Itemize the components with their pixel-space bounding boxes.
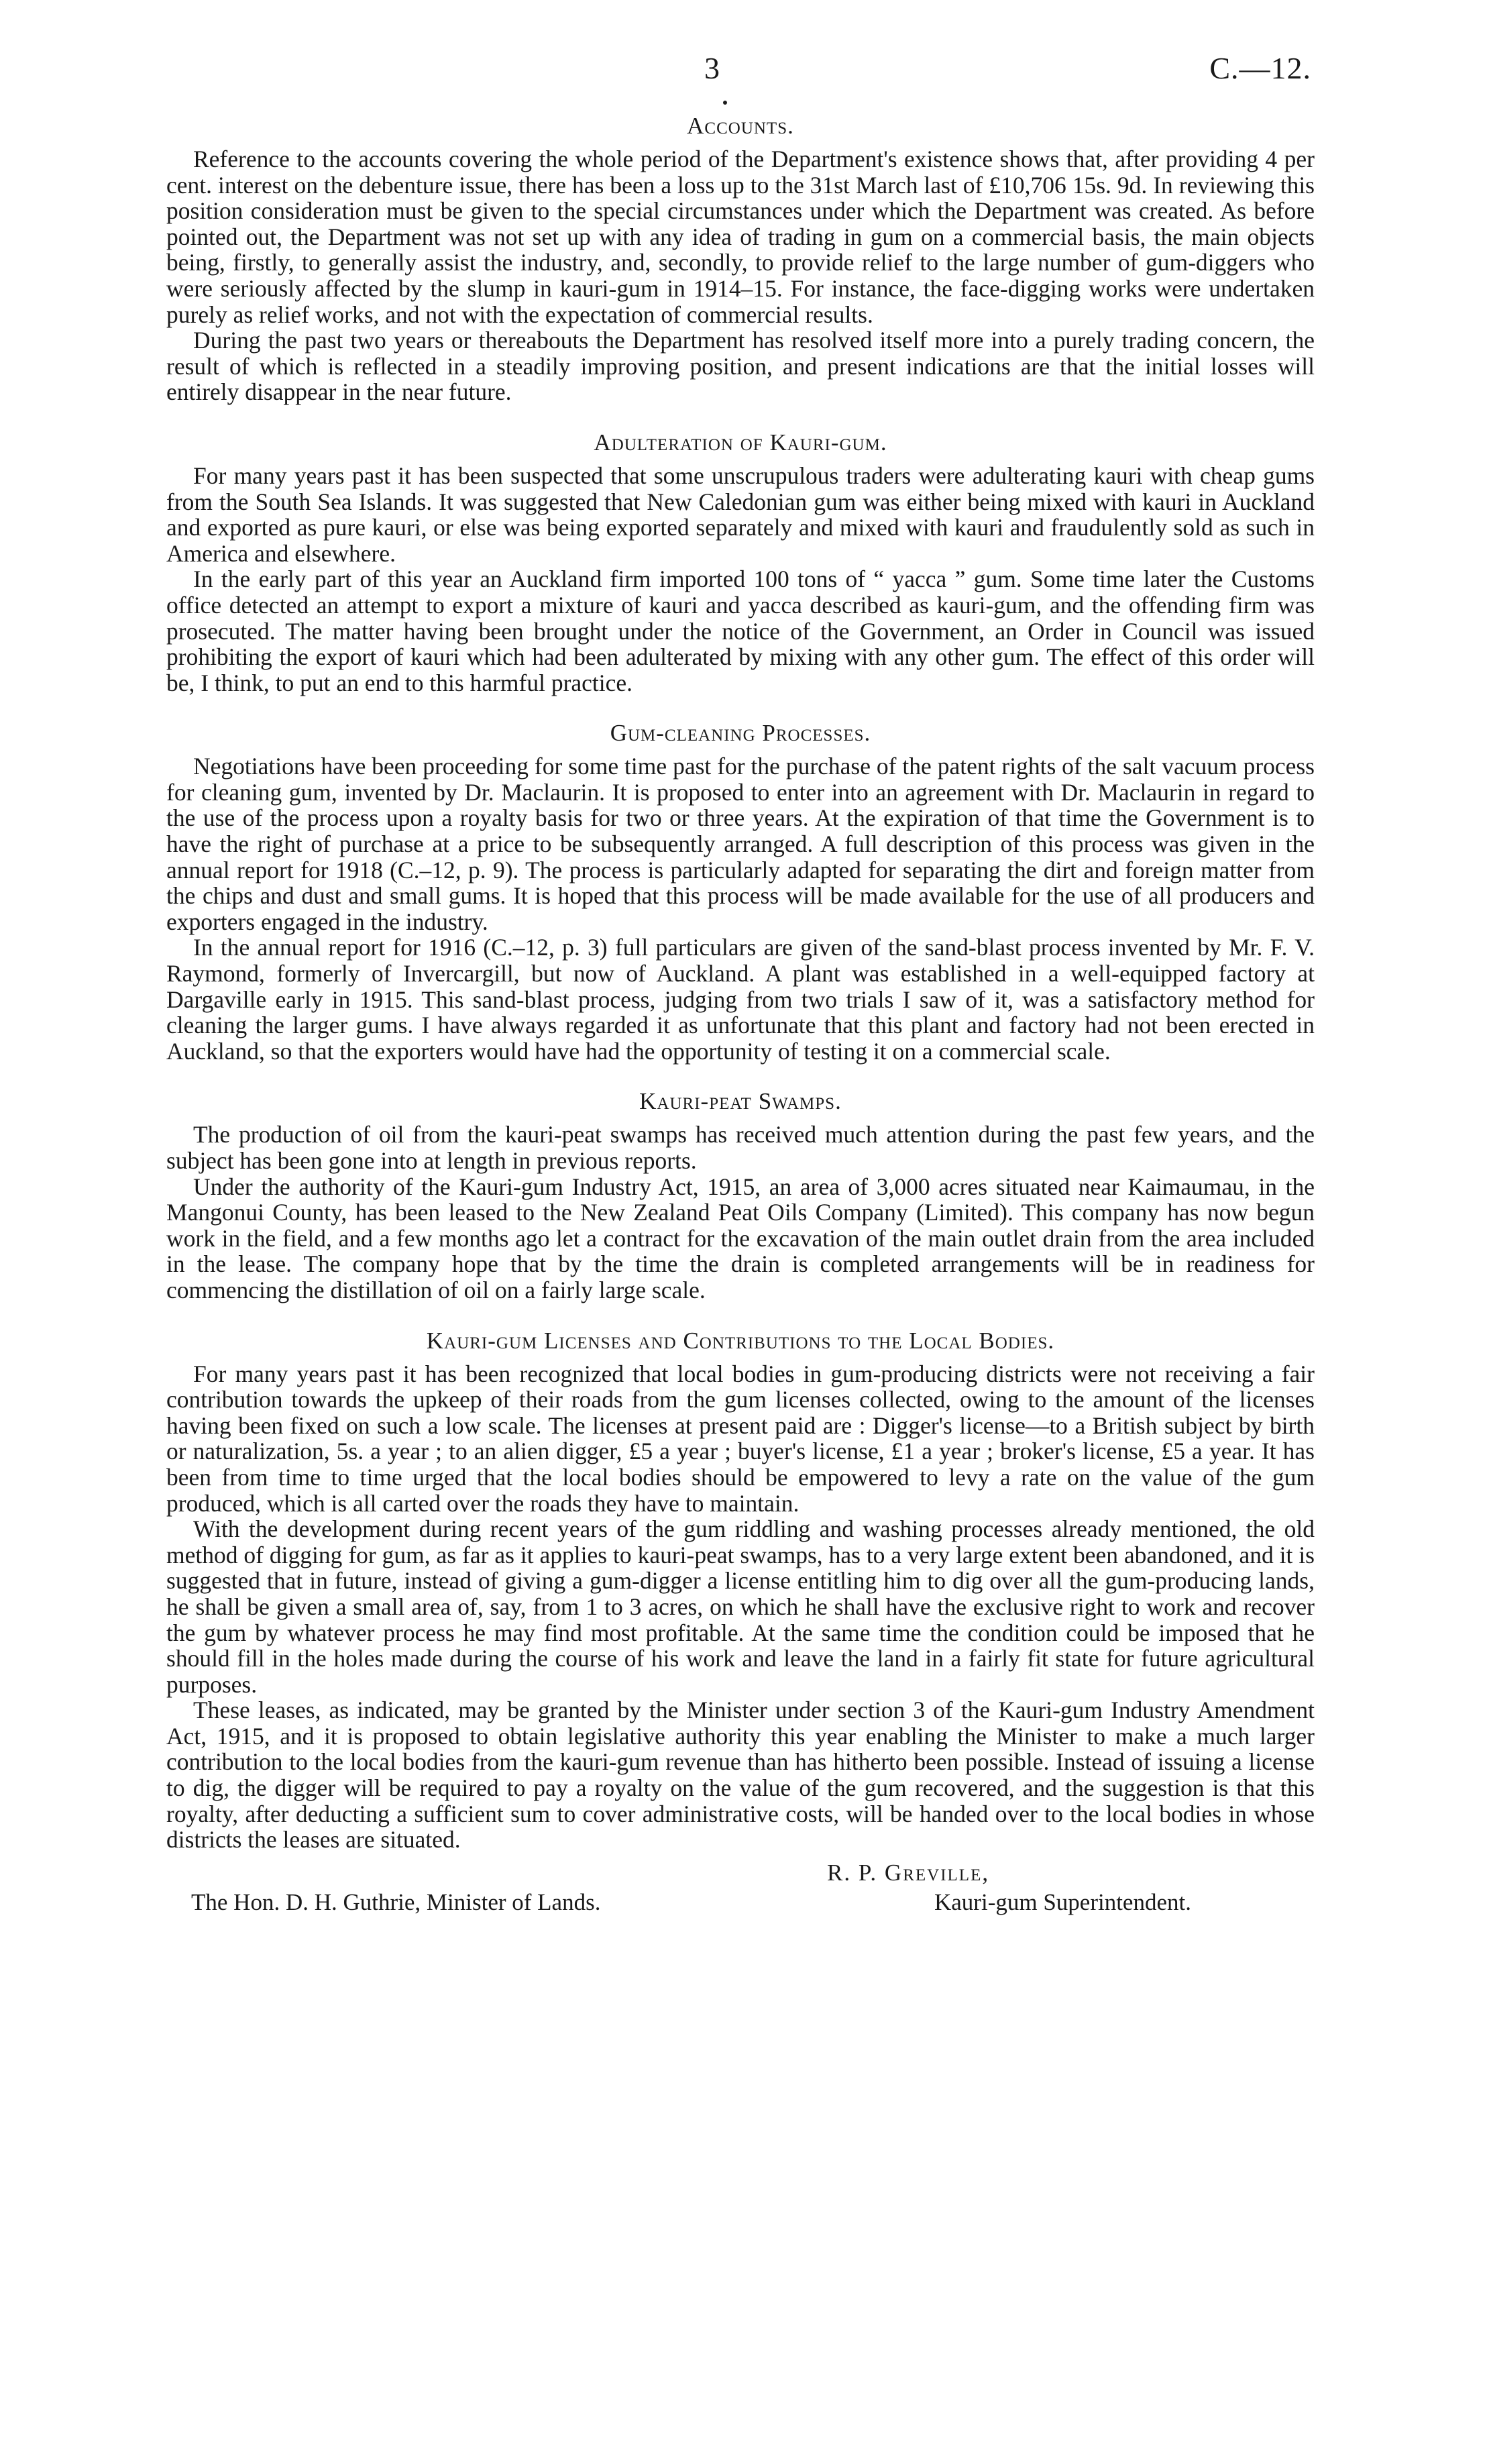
paragraph: For many years past it has been recognized that local bodies in gum-producing districts were not receiving a fair contribution towards the upkeep of their roads from the gum licenses collected, owing to the amount of the licenses having been fixed on such a low scale. The licenses at present paid are : Digger's license—to a British subject by birth or naturalization, 5s. a year ; to an alien digger, £5 a year ; buyer's license, £1 a year ; broker's license, £5 a year. It has been from time to time urged that the local bodies should be empowered to levy a rate on the value of the gum produced, which is all carted over the roads they have to maintain. (166, 1360, 1315, 1517)
section-gum-cleaning (166, 720, 1315, 1064)
addressee: The Hon. D. H. Guthrie, Minister of Lands. (191, 1888, 601, 1915)
section-heading: Kauri-peat Swamps. (639, 1088, 842, 1115)
document-body (166, 113, 1315, 1920)
section-heading: Gum-cleaning Processes. (610, 720, 871, 747)
paragraph: For many years past it has been suspected that some unscrupulous traders were adulterating kauri with cheap gums from the South Sea Islands. It was suggested that New Caledonian gum was either being mixed with kauri in Auckland and exported as pure kauri, or else was being exported separately and mixed with kauri and fraudulently sold as such in America and elsewhere. (166, 462, 1315, 567)
page-number: 3 (704, 51, 720, 85)
paragraph: These leases, as indicated, may be granted by the Minister under section 3 of the Kauri-gum Industry Amendment Act, 1915, and it is proposed to obtain legislative authority this year enabling the Minister to make a much larger contribution to the local bodies from the kauri-gum revenue than has hitherto been possible. Instead of issuing a license to dig, the digger will be required to pay a royalty on the value of the gum recovered, and the suggestion is that this royalty, after deducting a sufficient sum to cover administrative costs, will be handed over to the local bodies in whose districts the leases are situated. (166, 1697, 1315, 1854)
paragraph: In the annual report for 1916 (C.–12, p. 3) full particulars are given of the sand-blast process invented by Mr. F. V. Raymond, formerly of Invercargill, but now of Auckland. A plant was established in a well-equipped factory at Dargaville early in 1915. This sand-blast process, judging from two trials I saw of it, was a satisfactory method for cleaning the larger gums. I have always regarded it as unfortunate that this plant and factory had not been erected in Auckland, so that the exporters would have had the opportunity of testing it on a commercial scale. (166, 934, 1315, 1065)
section-adulteration (166, 429, 1315, 696)
section-heading: Adulteration of Kauri-gum. (594, 429, 887, 456)
paragraph: Negotiations have been proceeding for some time past for the purchase of the patent rights of the salt vacuum process for cleaning gum, invented by Dr. Maclaurin. It is proposed to enter into an agreement with Dr. Maclaurin in regard to the use of the process upon a royalty basis for two or three years. At the expiration of that time the Government is to have the right of purchase at a price to be subsequently arranged. A full description of this process was given in the annual report for 1918 (C.–12, p. 9). The process is particularly adapted for separating the dirt and foreign matter from the chips and dust and small gums. It is hoped that this process will be made available for the use of all producers and exporters engaged in the industry. (166, 753, 1315, 935)
paragraph: Reference to the accounts covering the whole period of the Department's existence shows that, after providing 4 per cent. interest on the debenture issue, there has been a loss up to the 31st March last of £10,706 15s. 9d. In reviewing this position consideration must be given to the special circumstances under which the Department was created. As before pointed out, the Department was not set up with any idea of trading in gum on a commercial basis, the main objects being, firstly, to generally assist the industry, and, secondly, to provide relief to the large number of gum-diggers who were seriously affected by the slump in kauri-gum in 1914–15. For instance, the face-digging works were undertaken purely as relief works, and not with the expectation of commercial results. (166, 146, 1315, 328)
section-licenses (166, 1328, 1315, 1853)
signatory-name: R. P. Greville, (827, 1859, 990, 1886)
page-header (0, 48, 1489, 89)
section-heading: Kauri-gum Licenses and Contributions to the Local Bodies. (426, 1327, 1055, 1354)
paragraph: Under the authority of the Kauri-gum Industry Act, 1915, an area of 3,000 acres situated near Kaimaumau, in the Mangonui County, has been leased to the New Zealand Peat Oils Company (Limited). This company has now begun work in the field, and a few months ago let a contract for the excavation of the main outlet drain from the area included in the lease. The company hope that by the time the drain is completed arrangements will be in readiness for commencing the distillation of oil on a fairly large scale. (166, 1173, 1315, 1303)
paragraph: In the early part of this year an Auckland firm imported 100 tons of “ yacca ” gum. Some time later the Customs office detected an attempt to export a mixture of kauri and yacca described as kauri-gum, and the offending firm was prosecuted. The matter having been brought under the notice of the Government, an Order in Council was issued prohibiting the export of kauri which had been adulterated by mixing with any other gum. The effect of this order will be, I think, to put an end to this harmful practice. (166, 566, 1315, 696)
header-dot (723, 101, 727, 105)
paragraph: The production of oil from the kauri-peat swamps has received much attention during the past few years, and the subject has been gone into at length in previous reports. (166, 1121, 1315, 1174)
paragraph: With the development during recent years of the gum riddling and washing processes already mentioned, the old method of digging for gum, as far as it applies to kauri-peat swamps, has to a very large extent been abandoned, and it is suggested that in future, instead of giving a gum-digger a license entitling him to dig over all the gum-producing lands, he shall be given a small area of, say, from 1 to 3 acres, on which he shall have the exclusive right to work and recover the gum by whatever process he may find most profitable. At the same time the condition could be imposed that he should fill in the holes made during the course of his work and leave the land in a fairly fit state for future agricultural purposes. (166, 1515, 1315, 1698)
signatory-title: Kauri-gum Superintendent. (934, 1888, 1191, 1915)
signature-block (166, 1860, 1315, 1920)
section-kauri-peat-swamps (166, 1088, 1315, 1303)
document-reference: C.—12. (1209, 51, 1311, 85)
paragraph: During the past two years or thereabouts the Department has resolved itself more into a purely trading concern, the result of which is reflected in a steadily improving position, and present indications are that the initial losses will entirely disappear in the near future. (166, 327, 1315, 406)
section-accounts (166, 113, 1315, 405)
section-heading: Accounts. (687, 113, 794, 139)
